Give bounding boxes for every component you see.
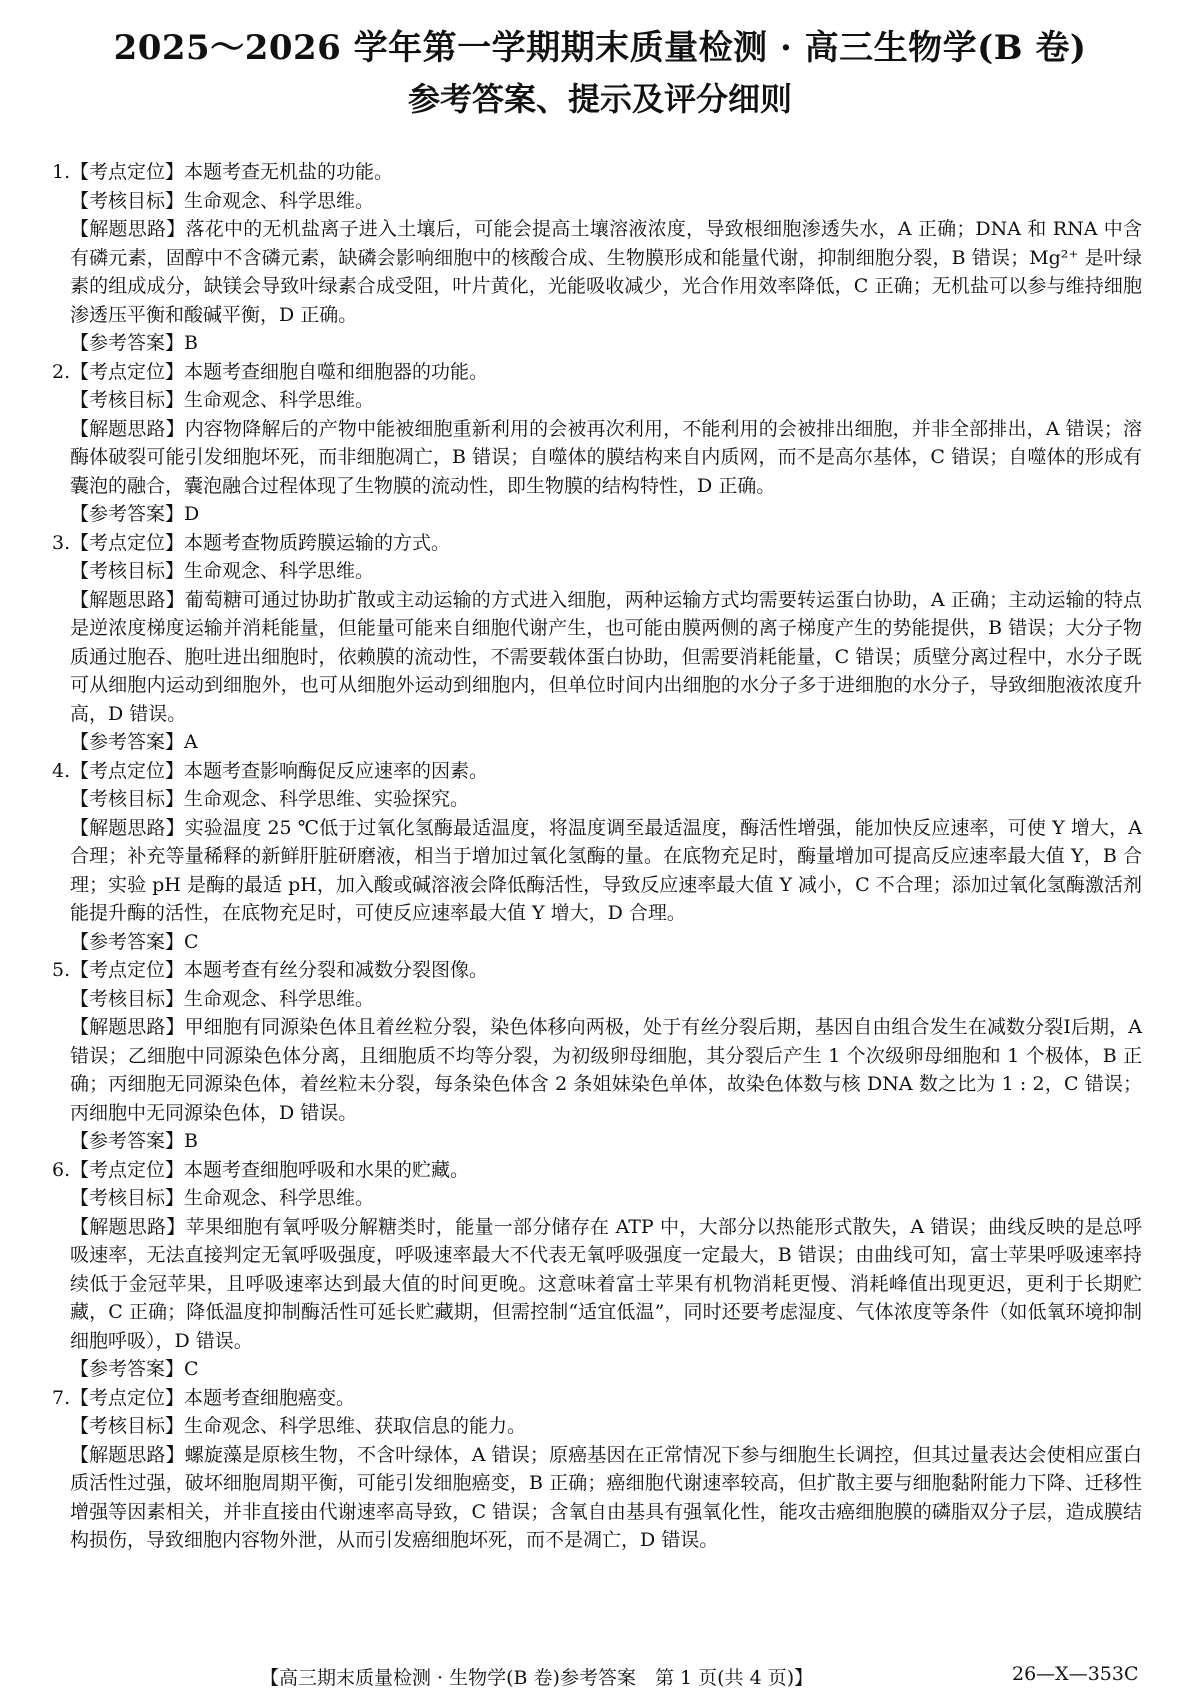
point-label: 【考点定位】 bbox=[70, 531, 185, 554]
answer-label: 【参考答案】 bbox=[70, 1358, 185, 1380]
question-6 bbox=[52, 1156, 1142, 1384]
point-label: 【考点定位】 bbox=[70, 161, 185, 183]
goal-label: 【考核目标】 bbox=[70, 1415, 185, 1437]
goal-label: 【考核目标】 bbox=[70, 788, 185, 810]
question-number: 6. bbox=[52, 1158, 71, 1181]
point-label: 【考点定位】 bbox=[70, 360, 185, 383]
point-text: 本题考查影响酶促反应速率的因素。 bbox=[184, 759, 489, 782]
question-4 bbox=[52, 757, 1142, 957]
goal-text: 生命观念、科学思维、获取信息的能力。 bbox=[184, 1415, 527, 1437]
goal-text: 生命观念、科学思维、实验探究。 bbox=[184, 788, 470, 810]
point-text: 本题考查细胞自噬和细胞器的功能。 bbox=[184, 360, 489, 383]
question-2 bbox=[52, 358, 1142, 529]
point-label: 【考点定位】 bbox=[70, 1158, 185, 1181]
idea-label: 【解题思路】 bbox=[70, 1215, 186, 1238]
answer-value: C bbox=[184, 930, 199, 953]
idea-text: 螺旋藻是原核生物，不含叶绿体，A 错误；原癌基因在正常情况下参与细胞生长调控，但其过量表达会使相应蛋白质活性过强，破坏细胞周期平衡，可能引发细胞癌变，B 正确；癌细胞代谢速率较高，但扩散主要与细胞黏附能力下降、迁移性增强等因素相关，并非直接由代谢速率高导致，C 错误；含氧自由基具有强氧化性，能攻击癌细胞膜的磷脂双分子层，造成膜结构损伤，导致细胞内容物外泄，从而引发癌细胞坏死，而不是凋亡，D 错误。 bbox=[70, 1443, 1142, 1551]
answer-label: 【参考答案】 bbox=[70, 332, 185, 354]
point-label: 【考点定位】 bbox=[70, 1386, 185, 1409]
goal-label: 【考核目标】 bbox=[70, 560, 185, 582]
answer-value: A bbox=[184, 731, 198, 753]
idea-label: 【解题思路】 bbox=[70, 1016, 185, 1038]
goal-text: 生命观念、科学思维。 bbox=[184, 560, 375, 582]
point-text: 本题考查物质跨膜运输的方式。 bbox=[184, 531, 451, 554]
idea-label: 【解题思路】 bbox=[70, 218, 186, 240]
goal-text: 生命观念、科学思维。 bbox=[184, 389, 375, 411]
page-subtitle: 参考答案、提示及评分细则 bbox=[407, 80, 792, 118]
idea-text: 实验温度 25 ℃低于过氧化氢酶最适温度，将温度调至最适温度，酶活性增强，能加快反应速率，可使 Y 增大，A 合理；补充等量稀释的新鲜肝脏研磨液，相当于增加过氧化氢酶的量。在底物充足时，酶量增加可提高反应速率最大值 Y，B 合理；实验 pH 是酶的最适 pH，加入酸或碱溶液会降低酶活性，导致反应速率最大值 Y 减小，C 不合理；添加过氧化氢酶激活剂能提升酶的活性，在底物充足时，可使反应速率最大值 Y 增大，D 合理。 bbox=[70, 816, 1142, 924]
idea-label: 【解题思路】 bbox=[70, 816, 185, 839]
question-number: 2. bbox=[52, 360, 71, 383]
goal-text: 生命观念、科学思维。 bbox=[184, 189, 375, 212]
answer-label: 【参考答案】 bbox=[70, 503, 185, 525]
answer-value: B bbox=[184, 1130, 198, 1152]
answer-label: 【参考答案】 bbox=[70, 731, 185, 753]
goal-label: 【考核目标】 bbox=[70, 389, 185, 411]
footer-page-info: 【高三期末质量检测 · 生物学(B 卷)参考答案 第 1 页(共 4 页)】 bbox=[260, 1667, 814, 1689]
question-5 bbox=[52, 956, 1142, 1156]
goal-label: 【考核目标】 bbox=[70, 189, 185, 212]
goal-text: 生命观念、科学思维。 bbox=[184, 1187, 375, 1209]
question-number: 1. bbox=[52, 161, 71, 183]
question-number: 7. bbox=[52, 1386, 71, 1409]
idea-label: 【解题思路】 bbox=[70, 1443, 185, 1466]
footer-code: 26—X—353C bbox=[1012, 1663, 1139, 1685]
question-1 bbox=[52, 158, 1142, 358]
idea-text: 落花中的无机盐离子进入土壤后，可能会提高土壤溶液浓度，导致根细胞渗透失水，A 正确；DNA 和 RNA 中含有磷元素，固醇中不含磷元素，缺磷会影响细胞中的核酸合成、生物膜形成和能量代谢，抑制细胞分裂，B 错误；Mg²⁺ 是叶绿素的组成成分，缺镁会导致叶绿素合成受阻，叶片黄化，光能吸收减少，光合作用效率降低，C 正确；无机盐可以参与维持细胞渗透压平衡和酸碱平衡，D 正确。 bbox=[70, 218, 1142, 326]
point-label: 【考点定位】 bbox=[70, 759, 185, 782]
goal-label: 【考核目标】 bbox=[70, 987, 185, 1010]
idea-text: 苹果细胞有氧呼吸分解糖类时，能量一部分储存在 ATP 中，大部分以热能形式散失，A 错误；曲线反映的是总呼吸速率，无法直接判定无氧呼吸强度，呼吸速率最大不代表无氧呼吸强度一定最大，B 错误；由曲线可知，富士苹果呼吸速率持续低于金冠苹果，且呼吸速率达到最大值的时间更晚。这意味着富士苹果有机物消耗更慢、消耗峰值出现更迟，更利于长期贮藏，C 正确；降低温度抑制酶活性可延长贮藏期，但需控制“适宜低温”，同时还要考虑湿度、气体浓度等条件（如低氧环境抑制细胞呼吸），D 错误。 bbox=[70, 1215, 1142, 1352]
idea-text: 葡萄糖可通过协助扩散或主动运输的方式进入细胞，两种运输方式均需要转运蛋白协助，A 正确；主动运输的特点是逆浓度梯度运输并消耗能量，但能量可能来自细胞代谢产生，也可能由膜两侧的离子梯度产生的势能提供，B 错误；大分子物质通过胞吞、胞吐进出细胞时，依赖膜的流动性，不需要载体蛋白协助，但需要消耗能量，C 错误；质壁分离过程中，水分子既可从细胞内运动到细胞外，也可从细胞外运动到细胞内，但单位时间内出细胞的水分子多于进细胞的水分子，导致细胞液浓度升高，D 错误。 bbox=[70, 588, 1142, 725]
answer-value: D bbox=[184, 503, 200, 525]
idea-text: 甲细胞有同源染色体且着丝粒分裂，染色体移向两极，处于有丝分裂后期，基因自由组合发生在减数分裂Ⅰ后期，A 错误；乙细胞中同源染色体分离，且细胞质不均等分裂，为初级卵母细胞，其分裂后产生 1 个次级卵母细胞和 1 个极体，B 正确；丙细胞无同源染色体，着丝粒未分裂，每条染色体含 2 条姐妹染色单体，故染色体数与核 DNA 数之比为 1 : 2，C 错误；丙细胞中无同源染色体，D 错误。 bbox=[70, 1016, 1142, 1124]
answer-value: C bbox=[184, 1358, 199, 1380]
answer-label: 【参考答案】 bbox=[70, 930, 185, 953]
idea-text: 内容物降解后的产物中能被细胞重新利用的会被再次利用，不能利用的会被排出细胞，并非全部排出，A 错误；溶酶体破裂可能引发细胞坏死，而非细胞凋亡，B 错误；自噬体的膜结构来自内质网，而不是高尔基体，C 错误；自噬体的形成有囊泡的融合，囊泡融合过程体现了生物膜的流动性，即生物膜的结构特性，D 正确。 bbox=[70, 417, 1142, 497]
question-number: 4. bbox=[52, 759, 71, 782]
point-text: 本题考查细胞癌变。 bbox=[184, 1386, 356, 1409]
answer-label: 【参考答案】 bbox=[70, 1130, 185, 1152]
idea-label: 【解题思路】 bbox=[70, 588, 185, 611]
goal-text: 生命观念、科学思维。 bbox=[184, 987, 375, 1010]
question-3 bbox=[52, 529, 1142, 757]
page-title: 2025～2026 学年第一学期期末质量检测 · 高三生物学(B 卷) bbox=[113, 28, 1087, 68]
goal-label: 【考核目标】 bbox=[70, 1187, 185, 1209]
answer-value: B bbox=[184, 332, 198, 354]
point-text: 本题考查细胞呼吸和水果的贮藏。 bbox=[184, 1158, 470, 1181]
point-text: 本题考查有丝分裂和减数分裂图像。 bbox=[184, 959, 489, 981]
answer-list bbox=[52, 158, 1142, 1555]
idea-label: 【解题思路】 bbox=[70, 417, 185, 440]
point-text: 本题考查无机盐的功能。 bbox=[184, 161, 394, 183]
question-7 bbox=[52, 1384, 1142, 1555]
point-label: 【考点定位】 bbox=[70, 959, 185, 981]
question-number: 3. bbox=[52, 531, 71, 554]
question-number: 5. bbox=[52, 959, 71, 981]
